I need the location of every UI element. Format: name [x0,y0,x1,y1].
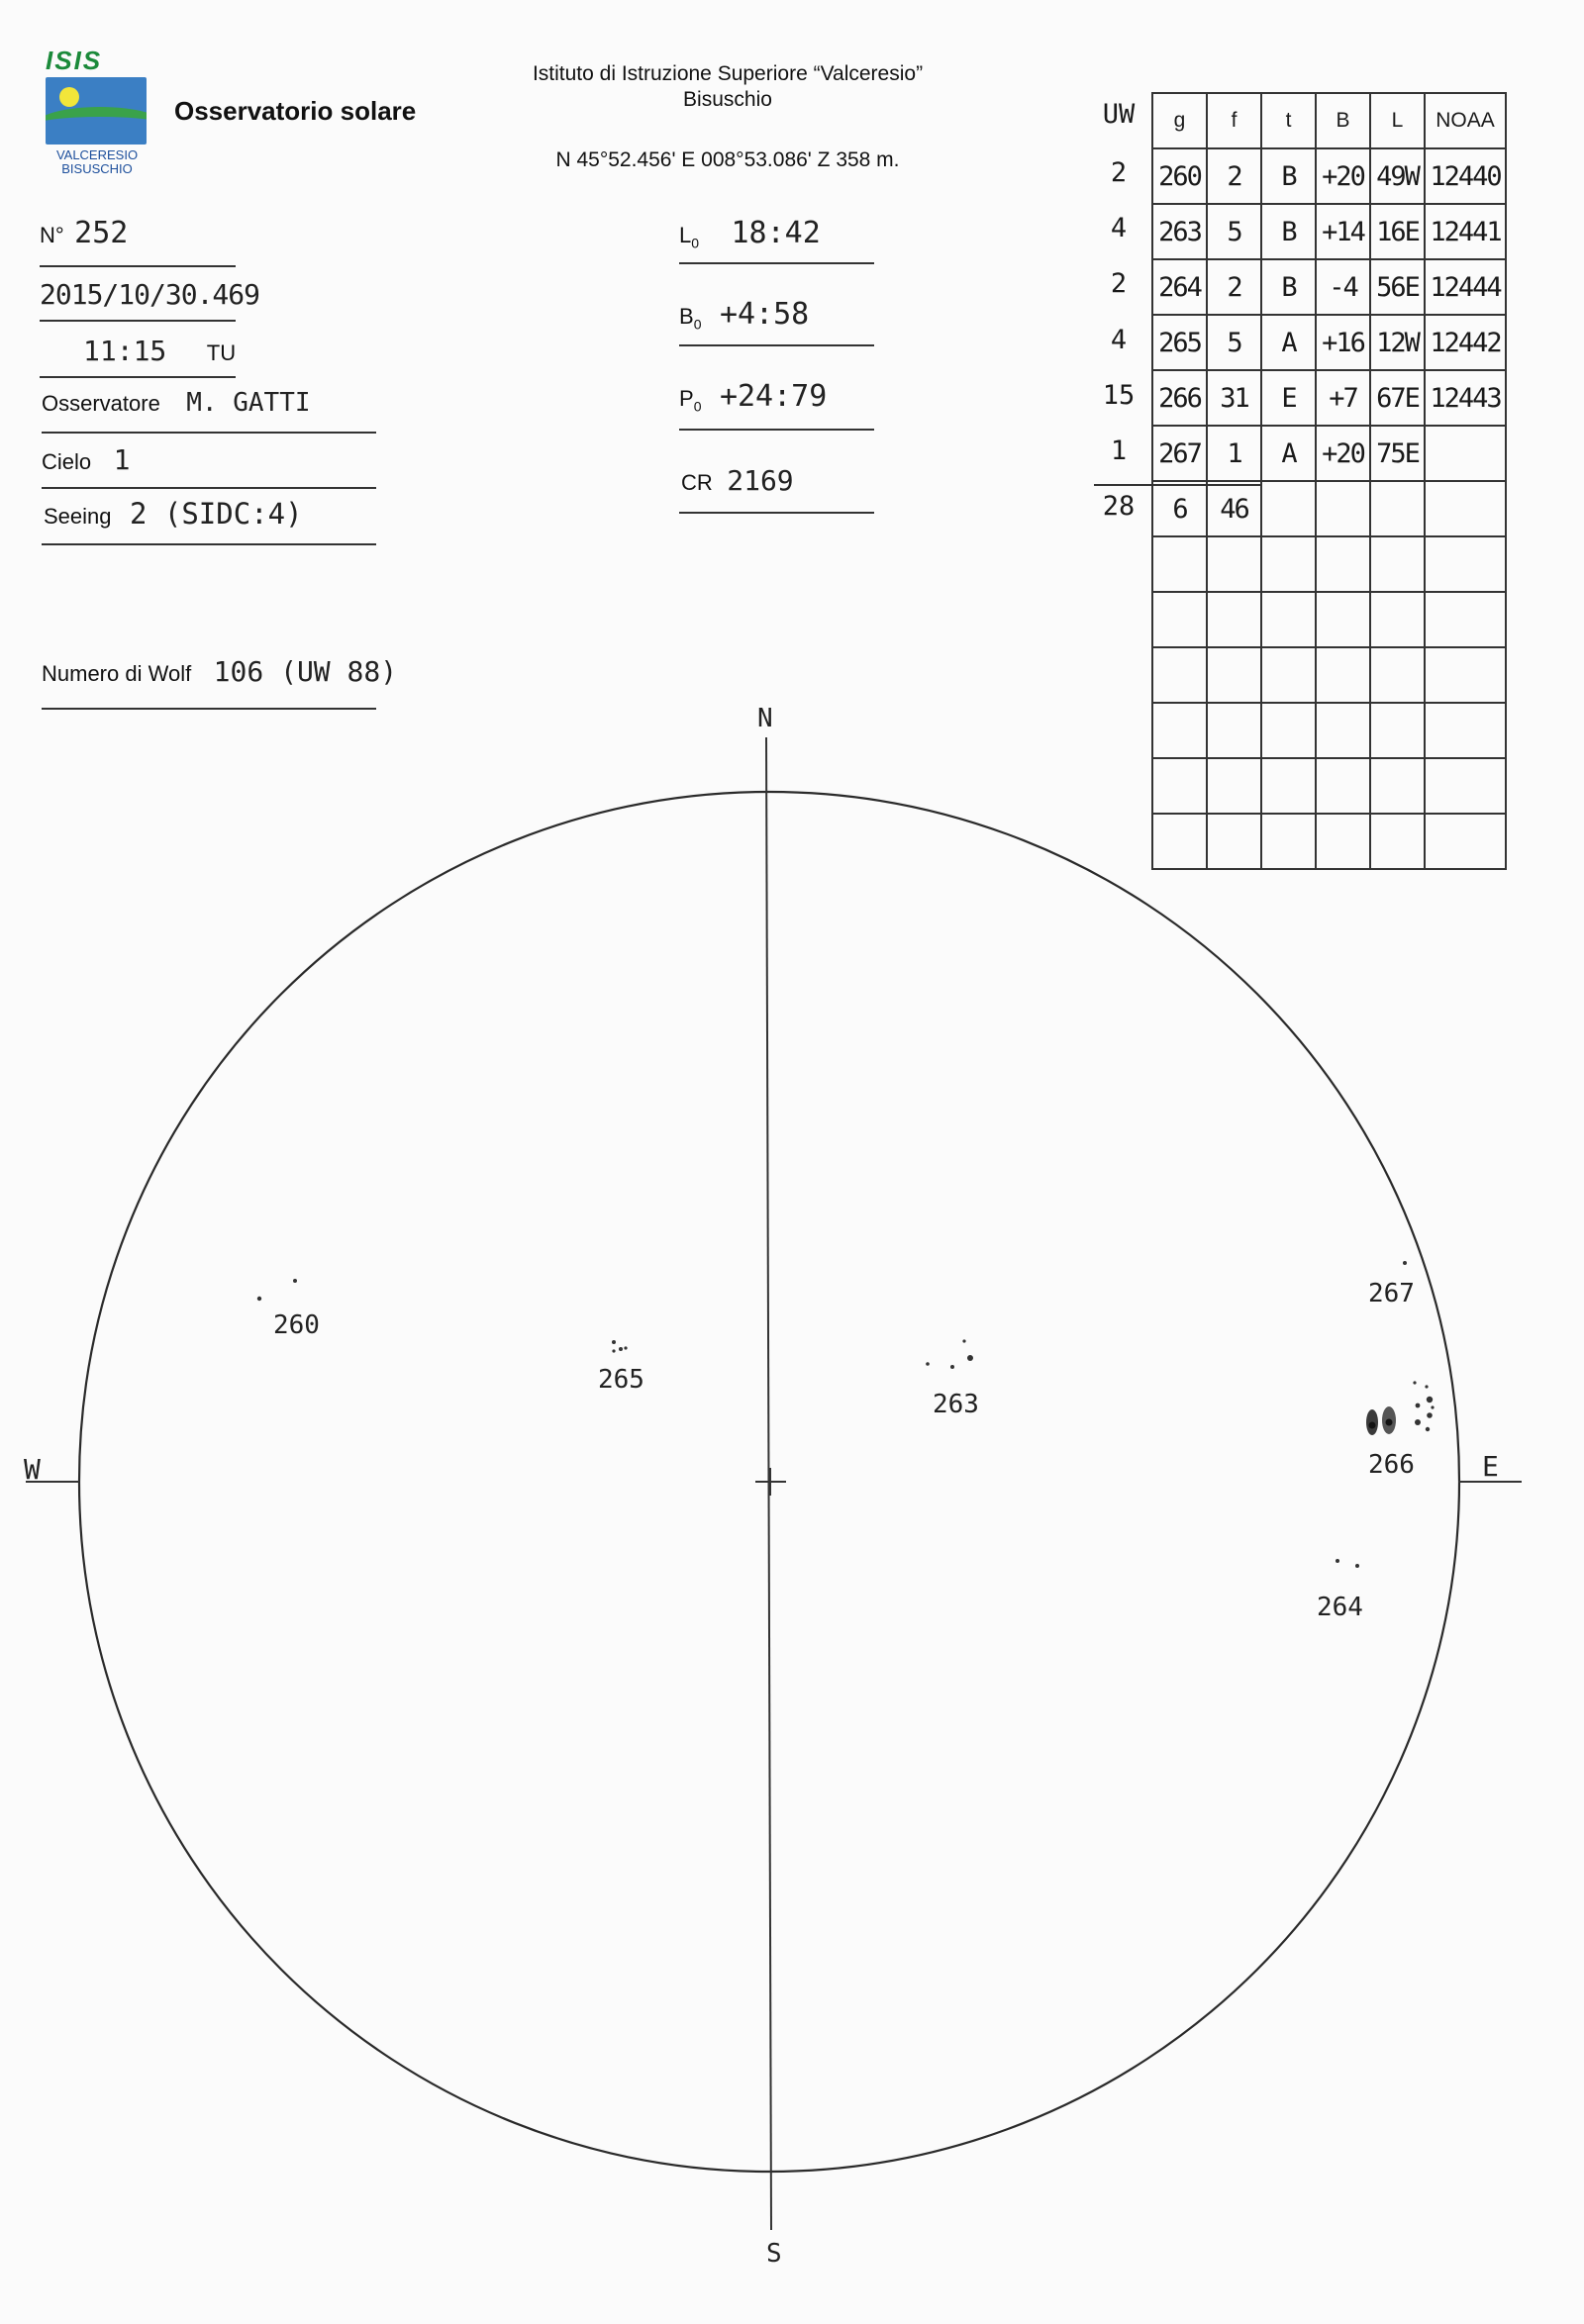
cell-lat: +16 [1316,315,1370,370]
cell-t: A [1261,426,1316,481]
spot-260a [257,1297,261,1301]
empty-cell [1207,536,1261,592]
logo-emblem [46,77,147,145]
cell-lon: 75E [1370,426,1425,481]
col-header-noaa: NOAA [1425,93,1506,148]
l0-value: 18:42 [731,216,821,250]
table-header-row [1152,93,1506,148]
spot-264b [1355,1564,1359,1568]
wave-icon [46,107,147,143]
logo-subtitle [42,148,152,176]
table-row [1152,204,1506,259]
cell-t: B [1261,259,1316,315]
empty-cell [1316,536,1370,592]
empty-cell [1316,481,1370,536]
cell-lat: +20 [1316,148,1370,204]
sun-icon [59,87,79,107]
uw-value: 2 [1110,157,1128,188]
observer-value: M. GATTI [186,388,311,418]
cell-g: 266 [1152,370,1207,426]
group-label-260: 260 [273,1310,320,1340]
spot-266i [1425,1385,1428,1388]
empty-cell [1425,481,1506,536]
spot-265b [619,1347,623,1351]
p0-value: +24:79 [719,379,828,414]
observatory-title: Osservatorio solare [174,96,417,126]
wolf-number-field [42,655,397,688]
cell-t: B [1261,148,1316,204]
cell-lat: +14 [1316,204,1370,259]
spot-266h [1413,1381,1416,1384]
table-row [1152,148,1506,204]
b0-subscript: 0 [693,316,702,333]
table-row [1152,426,1506,481]
rule-cr [679,512,874,514]
empty-cell [1152,592,1207,647]
uw-value: 1 [1110,436,1128,466]
cr-label: CR [681,470,713,495]
spot-263c [967,1355,973,1361]
cell-lat: -4 [1316,259,1370,315]
cell-noaa: 12443 [1425,370,1506,426]
rule-sky [42,487,376,489]
empty-row [1152,592,1506,647]
cell-lon: 12W [1370,315,1425,370]
empty-row [1152,536,1506,592]
cell-g: 267 [1152,426,1207,481]
institute-line1: Istituto di Istruzione Superiore “Valceresio” [532,62,924,85]
group-label-265: 265 [598,1365,644,1395]
b0-value: +4:58 [719,297,810,332]
uw-value: 4 [1110,324,1128,355]
south-label: S [766,2239,782,2269]
p0-label [679,386,702,415]
empty-cell [1261,536,1316,592]
spot-267 [1403,1261,1407,1265]
b0-field [679,297,809,332]
group-label-263: 263 [933,1390,979,1419]
cell-g: 263 [1152,204,1207,259]
cell-lon: 56E [1370,259,1425,315]
empty-cell [1316,592,1370,647]
empty-cell [1370,536,1425,592]
cell-noaa: 12441 [1425,204,1506,259]
cell-lon: 16E [1370,204,1425,259]
cell-noaa: 12442 [1425,315,1506,370]
rule-p0 [679,429,874,431]
uw-total: 28 [1102,491,1136,523]
solar-disk-drawing [0,693,1584,2324]
spot-266-umbra-a [1369,1422,1376,1429]
cell-f: 31 [1207,370,1261,426]
empty-cell [1425,592,1506,647]
p0-subscript: 0 [693,398,702,415]
sky-label: Cielo [42,449,92,474]
observer-field [42,388,311,418]
uw-header: UW [1102,99,1136,130]
cell-lat: +20 [1316,426,1370,481]
col-header-f: f [1207,93,1261,148]
spot-266c [1416,1404,1421,1408]
west-label: W [24,1453,41,1486]
col-header-t: t [1261,93,1316,148]
empty-cell [1425,536,1506,592]
cell-noaa: 12444 [1425,259,1506,315]
east-label: E [1482,1450,1499,1483]
spot-266f [1427,1412,1433,1418]
cell-noaa [1425,426,1506,481]
date-value: 2015/10/30.469 [40,278,260,311]
empty-cell [1261,592,1316,647]
table-row [1152,315,1506,370]
report-number-value: 252 [74,216,129,250]
spot-260b [293,1279,297,1283]
spot-265c [624,1346,627,1349]
cell-lat: +7 [1316,370,1370,426]
totals-row [1152,481,1506,536]
total-f: 46 [1207,481,1261,536]
empty-cell [1261,481,1316,536]
group-label-266: 266 [1368,1450,1415,1480]
logo-sub-line2: BISUSCHIO [61,161,133,176]
group-label-267: 267 [1368,1279,1415,1308]
l0-field [679,216,821,250]
cr-value: 2169 [727,464,794,497]
l0-subscript: 0 [691,235,700,251]
l0-letter: L [679,223,692,247]
spot-266j [1431,1405,1434,1408]
cell-g: 264 [1152,259,1207,315]
report-number-field [40,216,128,250]
institute-name [455,61,1000,113]
group-label-264: 264 [1317,1593,1363,1622]
empty-cell [1207,592,1261,647]
time-unit: TU [206,340,237,365]
rule-l0 [679,262,874,264]
p0-letter: P [679,386,694,411]
sunspot-marks [257,1261,1435,1568]
logo-sub-line1: VALCERESIO [55,147,139,162]
institute-line2: Bisuschio [683,88,772,111]
carrington-field [681,464,794,497]
seeing-value: 2 (SIDC:4) [129,497,303,531]
rule-number [40,265,236,267]
total-g: 6 [1152,481,1207,536]
empty-cell [1370,592,1425,647]
rule-b0 [679,344,874,346]
spot-263a [926,1362,930,1366]
rule-date [40,320,236,322]
cell-t: E [1261,370,1316,426]
cell-lon: 67E [1370,370,1425,426]
sky-value: 1 [113,443,131,476]
cell-t: B [1261,204,1316,259]
cell-f: 5 [1207,315,1261,370]
spot-266-umbra-b [1386,1419,1393,1426]
north-label: N [757,704,773,733]
table-row [1152,370,1506,426]
uw-value: 4 [1110,213,1128,244]
cell-g: 260 [1152,148,1207,204]
cell-g: 265 [1152,315,1207,370]
uw-value: 15 [1102,379,1136,411]
wolf-label: Numero di Wolf [42,661,192,686]
rule-observer [42,432,376,434]
rule-time [40,376,236,378]
cell-f: 5 [1207,204,1261,259]
observer-label: Osservatore [42,391,160,416]
col-header-lat: B [1316,93,1370,148]
time-field [83,335,236,367]
seeing-field [44,497,303,531]
spot-265d [612,1349,615,1352]
cell-f: 2 [1207,148,1261,204]
cell-f: 2 [1207,259,1261,315]
p0-field [679,379,827,414]
b0-letter: B [679,304,694,329]
table-row [1152,259,1506,315]
spot-265a [612,1340,616,1344]
b0-label [679,304,702,333]
uw-value: 2 [1110,268,1128,300]
sky-field [42,443,130,476]
wolf-value: 106 (UW 88) [213,655,398,688]
spot-266g [1426,1427,1430,1431]
logo-brand: ISIS [46,46,103,75]
cell-noaa: 12440 [1425,148,1506,204]
seeing-label: Seeing [44,504,112,529]
l0-label [679,223,700,251]
spot-264a [1336,1559,1339,1563]
col-header-lon: L [1370,93,1425,148]
cell-lon: 49W [1370,148,1425,204]
spot-263b [950,1365,954,1369]
school-logo [42,46,148,179]
time-value: 11:15 [83,335,167,367]
col-header-g: g [1152,93,1207,148]
observatory-coordinates: N 45°52.456' E 008°53.086' Z 358 m. [555,148,900,171]
spot-266d [1427,1397,1433,1403]
report-number-label: N° [40,223,64,247]
spot-266e [1415,1419,1421,1425]
cell-f: 1 [1207,426,1261,481]
cell-t: A [1261,315,1316,370]
spot-263d [962,1339,965,1342]
empty-cell [1370,481,1425,536]
empty-cell [1152,536,1207,592]
rule-seeing [42,543,376,545]
